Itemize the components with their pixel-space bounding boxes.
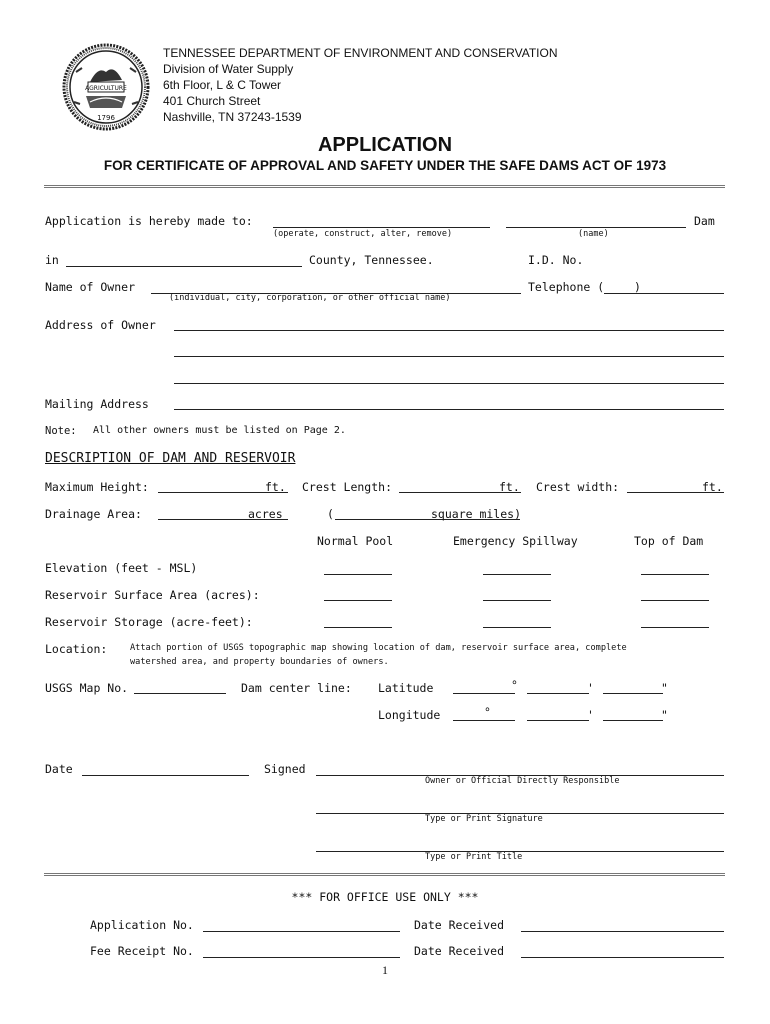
row-storage-label: Reservoir Storage (acre-feet):	[45, 615, 253, 629]
owner-name-hint: (individual, city, corporation, or other official name)	[169, 293, 451, 303]
col-normal-pool: Normal Pool	[317, 534, 394, 548]
longitude-sec-symbol: "	[661, 708, 668, 722]
crest-width-label: Crest width:	[536, 480, 620, 494]
crest-width-unit: ft.	[702, 480, 723, 494]
note-label: Note:	[45, 425, 77, 437]
app-action-hint: (operate, construct, alter, remove)	[273, 229, 453, 239]
usgs-map-field[interactable]	[134, 693, 226, 694]
agency-name: TENNESSEE DEPARTMENT OF ENVIRONMENT AND CONSERVATION	[163, 46, 558, 60]
office-heading: *** FOR OFFICE USE ONLY ***	[291, 890, 479, 904]
latitude-sec-field[interactable]	[603, 693, 663, 694]
sq-miles-label: square miles)	[431, 507, 522, 521]
state-seal-logo	[60, 42, 152, 132]
max-height-unit: ft.	[265, 480, 286, 494]
owner-name-label: Name of Owner	[45, 280, 136, 294]
latitude-deg-symbol: °	[511, 678, 518, 692]
dam-name-hint: (name)	[578, 229, 609, 239]
signed-label: Signed	[264, 762, 306, 776]
storage-normal-field[interactable]	[324, 627, 392, 628]
telephone-field[interactable]	[604, 293, 724, 294]
date-label: Date	[45, 762, 73, 776]
county-label: County, Tennessee.	[309, 253, 434, 267]
storage-spillway-field[interactable]	[483, 627, 551, 628]
col-emergency-spillway: Emergency Spillway	[453, 534, 578, 548]
address-street: 401 Church Street	[163, 94, 261, 108]
top-divider	[44, 185, 725, 188]
date-received-label-2: Date Received	[414, 944, 505, 958]
signature-hint: Owner or Official Directly Responsible	[425, 776, 620, 786]
app-no-label: Application No.	[90, 918, 194, 932]
app-made-to-label: Application is hereby made to:	[45, 214, 253, 228]
in-label: in	[45, 253, 59, 267]
dam-name-field[interactable]	[506, 227, 686, 228]
date-received-field-2[interactable]	[521, 957, 724, 958]
latitude-deg-field[interactable]	[453, 693, 515, 694]
latitude-min-symbol: '	[587, 681, 594, 695]
owner-address-label: Address of Owner	[45, 318, 156, 332]
drainage-label: Drainage Area:	[45, 507, 142, 521]
sq-miles-open: (	[327, 507, 334, 521]
printed-title-hint: Type or Print Title	[425, 852, 523, 862]
crest-length-unit: ft.	[499, 480, 520, 494]
date-received-field-1[interactable]	[521, 931, 724, 932]
longitude-deg-symbol: °	[484, 705, 491, 719]
office-divider	[44, 873, 725, 876]
page-title: APPLICATION	[317, 134, 453, 156]
address-city: Nashville, TN 37243-1539	[163, 110, 302, 124]
mailing-address-label: Mailing Address	[45, 397, 149, 411]
page-subtitle: FOR CERTIFICATE OF APPROVAL AND SAFETY UNDER THE SAFE DAMS ACT OF 1973	[103, 158, 667, 173]
id-no-label: I.D. No.	[528, 253, 584, 267]
latitude-min-field[interactable]	[527, 693, 589, 694]
county-field[interactable]	[66, 266, 302, 267]
longitude-min-symbol: '	[587, 708, 594, 722]
owner-address-line-3[interactable]	[174, 383, 724, 384]
location-instructions-2: watershed area, and property boundaries of owners.	[130, 657, 389, 667]
location-label: Location:	[45, 642, 108, 656]
owner-address-line-1[interactable]	[174, 330, 724, 331]
latitude-label: Latitude	[378, 681, 434, 695]
fee-receipt-label: Fee Receipt No.	[90, 944, 194, 958]
col-top-of-dam: Top of Dam	[634, 534, 704, 548]
date-field[interactable]	[82, 775, 249, 776]
elevation-top-field[interactable]	[641, 574, 709, 575]
owner-address-line-2[interactable]	[174, 356, 724, 357]
longitude-deg-field[interactable]	[453, 720, 515, 721]
row-surface-area-label: Reservoir Surface Area (acres):	[45, 588, 260, 602]
location-instructions-1: Attach portion of USGS topographic map showing location of dam, reservoir surface area, complete	[130, 643, 627, 653]
note-text: All other owners must be listed on Page 2.	[93, 425, 346, 436]
longitude-sec-field[interactable]	[603, 720, 663, 721]
telephone-close: )	[634, 280, 641, 294]
dam-label: Dam	[694, 214, 715, 228]
elevation-normal-field[interactable]	[324, 574, 392, 575]
center-line-label: Dam center line:	[241, 681, 352, 695]
printed-signature-hint: Type or Print Signature	[425, 814, 543, 824]
surface-spillway-field[interactable]	[483, 600, 551, 601]
division-name: Division of Water Supply	[163, 62, 294, 76]
surface-normal-field[interactable]	[324, 600, 392, 601]
longitude-min-field[interactable]	[527, 720, 589, 721]
surface-top-field[interactable]	[641, 600, 709, 601]
page-number: 1	[382, 963, 388, 977]
app-action-field[interactable]	[273, 227, 490, 228]
seal-year: 1796	[97, 114, 115, 122]
seal-text: AGRICULTURE	[85, 85, 127, 92]
drainage-unit: acres	[248, 507, 283, 521]
crest-length-label: Crest Length:	[302, 480, 393, 494]
row-elevation-label: Elevation (feet - MSL)	[45, 561, 198, 575]
longitude-label: Longitude	[378, 708, 441, 722]
elevation-spillway-field[interactable]	[483, 574, 551, 575]
fee-receipt-field[interactable]	[203, 957, 400, 958]
description-heading: DESCRIPTION OF DAM AND RESERVOIR	[45, 451, 296, 466]
address-floor: 6th Floor, L & C Tower	[163, 78, 282, 92]
usgs-map-label: USGS Map No.	[45, 681, 129, 695]
storage-top-field[interactable]	[641, 627, 709, 628]
max-height-label: Maximum Height:	[45, 480, 149, 494]
date-received-label-1: Date Received	[414, 918, 505, 932]
latitude-sec-symbol: "	[661, 681, 668, 695]
mailing-address-field[interactable]	[174, 409, 724, 410]
telephone-label: Telephone (	[528, 280, 605, 294]
app-no-field[interactable]	[203, 931, 400, 932]
